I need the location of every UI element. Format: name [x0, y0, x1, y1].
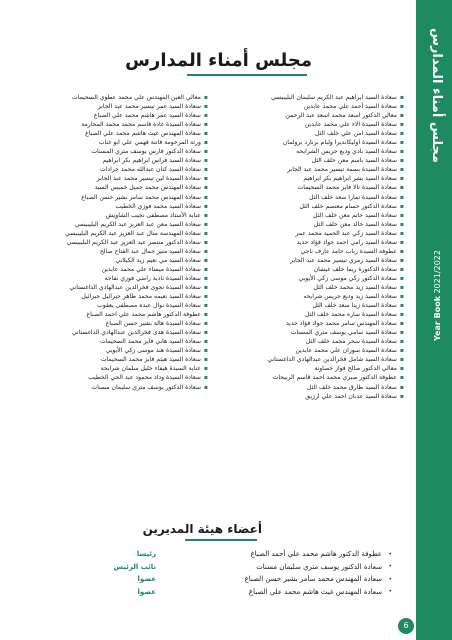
admin-section-title: أعضاء هيئة المديرين [142, 522, 262, 536]
bullet-icon: • [388, 575, 392, 583]
member-item: ▪ سعادة السيد هيثم فايز محمد السحيمات [10, 355, 208, 364]
member-item: ▪ سعادة السيد طارق محمد خلف الثل [212, 383, 404, 392]
member-item: ▪ سعادة السيد أحمد علي محمد عابدين [212, 102, 404, 111]
member-item: ▪ سعادة المهندس غيث هاشم محمد علي الصباغ [10, 129, 208, 138]
member-item: ▪ عطوفة الدكتور صبري محمد احمد قاسم الربيحات [212, 373, 404, 382]
member-item: ▪ سعادة السيد شامل فخرالدين عبدالهادي الداغستاني [212, 355, 404, 364]
bullet-icon: • [388, 550, 392, 558]
member-item: ▪ سعادة السيدة سحر محمد خلف الثل [212, 337, 404, 346]
member-item: ▪ سعادة السيد محمد فوزي الخطيب [10, 202, 208, 211]
member-item: ▪ عطوفة السيدة رباب حامد عارف ناجي [212, 247, 404, 256]
member-item: ▪ سعادة السيدة هند موسى زكي الأيوبي [10, 346, 208, 355]
member-item: ▪ سعادة المهندس محمد جميل خميس السيد [10, 183, 208, 192]
member-item: ▪ سعادة السيدة لين تيسير محمد عبد الجابر [10, 174, 208, 183]
admin-row [42, 561, 392, 574]
yearbook-text: Year Book [433, 295, 442, 341]
member-item: ▪ ورثة المرحومة فاتنة فهمي علي ابو غناب [10, 138, 208, 147]
member-item: ▪ سعادة السيد رمزي تيسير محمد عبد الجابر [212, 256, 404, 265]
member-item: ▪ سعادة السيدة تمارا سعد خلف الثل [212, 193, 404, 202]
page-title: مجلس أمناء المدارس [125, 50, 312, 71]
member-item: ▪ سعادة السيد خالد معن خلف الثل [212, 220, 404, 229]
members-column-right [212, 93, 404, 401]
members-list-right [212, 93, 404, 401]
member-item: ▪ سعادة السيد كنان عبدالله محمد جرادات [10, 165, 208, 174]
member-item: ▪ سعادة السيد ابراهيم عبد الكريم سليمان البليبيسي [212, 93, 404, 102]
member-item: ▪ سعادة السيد حاتم معن خلف الثل [212, 211, 404, 220]
member-item: ▪ سعادة السيد هاني فايز محمد السحيمات [10, 337, 208, 346]
member-item: ▪ سعادة السيدة زينا سعد خلف الثل [212, 301, 404, 310]
admin-role: نائب الرئيس [113, 562, 156, 571]
members-column-left [10, 93, 208, 392]
member-item: ▪ سعادة السيد عمر هاشم محمد علي الصباغ [10, 111, 208, 120]
admin-row [42, 548, 392, 561]
member-item: ▪ عناية السيدة هيفاء خليل سلمان شرايحة [10, 364, 208, 373]
admin-name: سعادة الدكتور يوسف متري سليمان مسنات [256, 562, 382, 571]
sidebar-title: مجلس أمناء المدارس [429, 28, 444, 163]
member-item: ▪ سعادة الدكتور حسام معتصم خلف الثل [212, 202, 404, 211]
yearbook-label [433, 250, 442, 341]
member-item: ▪ معالي الدكتور اسعد محمد اسعد عبد الرحمن [212, 111, 404, 120]
member-item: ▪ سعادة السيد باسم معن خلف الثل [212, 156, 404, 165]
member-item: ▪ معالي الدكتور صالح فواز خصاونة [212, 364, 404, 373]
member-item: ▪ سعادة السيدة تالا فايز محمد السحيمات [212, 183, 404, 192]
page-number: 6 [398, 618, 414, 634]
admin-role: رئيسا [136, 550, 156, 559]
admin-title-underline [185, 539, 257, 541]
member-item: ▪ معالي العين المهندس علي محمد عطوي السحيمات [10, 93, 208, 102]
member-item: ▪ سعادة السيدة هدى فخرالدين عبدالهادي الداغستاني [10, 328, 208, 337]
bullet-icon: • [388, 563, 392, 571]
admin-name: عطوفة الدكتور هاشم محمد علي أحمد الصباغ [250, 550, 382, 559]
member-item: ▪ سعادة السيد سامي يوسف متري المسنات [212, 328, 404, 337]
member-item: ▪ سعادة السيدة نوال عبده مصطفى يعقوب [10, 301, 208, 310]
member-item: ▪ سعادة الدكتور منتصر عبد العزيز عبد الكريم البليبيسي [10, 238, 208, 247]
member-item: ▪ سعادة الدكتورة ريما خلف غيشان [212, 265, 404, 274]
bullet-icon: • [388, 588, 392, 596]
member-item: ▪ سعادة السيدة نادية راضي فوزي نفاحة [10, 274, 208, 283]
yearbook-year: 2021/2022 [433, 250, 442, 294]
admin-name: سعادة المهندس محمد سامر بشير حسن الصباغ [244, 575, 382, 584]
member-item: ▪ سعادة السيد زكي عبد الحميد محمد عمر [212, 229, 404, 238]
member-item: ▪ سعادة السيد عدنان احمد علي ارزيق [212, 392, 404, 401]
member-item: ▪ سعادة الدكتور فارس يوسف متري المسنات [10, 147, 208, 156]
title-underline [187, 74, 307, 76]
member-item: ▪ عناية الأستاذ مصطفى نجيب الشاويش [10, 211, 208, 220]
admin-row [42, 586, 392, 599]
member-item: ▪ سعادة السيد رامي احمد جواد فؤاد حديد [212, 238, 404, 247]
admin-row [42, 573, 392, 586]
member-item: ▪ سعادة السيدة غادة قاسم محمد محمد المحارمة [10, 120, 208, 129]
member-item: ▪ سعادة السيدة ميساء علي محمد عابدين [10, 265, 208, 274]
admin-list [42, 548, 392, 598]
member-item: ▪ سعادة السيد زيد وديع جريس شرايحه [212, 292, 404, 301]
member-item: ▪ سعادة السيد منير جمال عبد الفتاح صالح [10, 247, 208, 256]
member-item: ▪ سعادة السيدة ساره محمد خلف الثل [212, 310, 404, 319]
member-item: ▪ سعادة السيدة سوزان علي محمد عابدين [212, 346, 404, 355]
member-item: ▪ سعادة المهندس سامر محمد جواد فؤاد حديد [212, 319, 404, 328]
member-item: ▪ سعادة السيد مي نعيم زيد الكيلاني [10, 256, 208, 265]
member-item: ▪ سعادة السيد زيد محمد خلف الثل [212, 283, 404, 292]
admin-name: سعادة المهندس غيث هاشم محمد علي الصباغ [248, 587, 382, 596]
member-item: ▪ سعادة السيد عمر تيسير محمد عبد الجابر [10, 102, 208, 111]
member-item: ▪ سعادة السيد بشر ابراهيم بكر ابراهيم [212, 174, 404, 183]
member-item: ▪ سعادة السيدة اوليكانديرا ولبام برنارد برولمان [212, 138, 404, 147]
members-list-left [10, 93, 208, 392]
member-item: ▪ سعادة السيدة بسمة تيسير محمد عبد الجابر [212, 165, 404, 174]
member-item: ▪ عطوفة الدكتور هاشم محمد علي احمد الصباغ [10, 310, 208, 319]
member-item: ▪ سعادة المهندس محمد سامر بشير حسن الصباغ [10, 193, 208, 202]
admin-role: عضوا [137, 587, 156, 596]
sidebar [416, 0, 452, 640]
member-item: ▪ سعادة السيد امن علي خلف الثل [212, 129, 404, 138]
admin-role: عضوا [137, 575, 156, 584]
member-item: ▪ سعادة السيدة نجوى فخرالدين عبدالهادي الداغستاني [10, 283, 208, 292]
member-item: ▪ سعادة السيدة الاء علي محمد عابدين [212, 120, 404, 129]
member-item: ▪ سعادة الدكتور زكي موسى زكي الأيوبي [212, 274, 404, 283]
member-item: ▪ سعادة الدكتور يوسف متري سليمان مسنات [10, 383, 208, 392]
member-item: ▪ سعادة السيد بادي وديع جريس الشرايحه [212, 147, 404, 156]
member-item: ▪ سعادة السيد نعيمه محمد طاهر جبرائيل جبرائيل [10, 292, 208, 301]
member-item: ▪ سعادة المهندسة منال عبد العزيز عبد الكريم البليبيسي [10, 229, 208, 238]
member-item: ▪ سعادة السيدة وداد محمود عبد الحي الخطيب [10, 373, 208, 382]
member-item: ▪ سعادة السيد فراس ابراهيم بكر ابراهيم [10, 156, 208, 165]
member-item: ▪ سعادة السيدة هالة بشير حسن الصباغ [10, 319, 208, 328]
member-item: ▪ سعادة السيد معن عبد العزيز عبد الكريم البليبيسي [10, 220, 208, 229]
